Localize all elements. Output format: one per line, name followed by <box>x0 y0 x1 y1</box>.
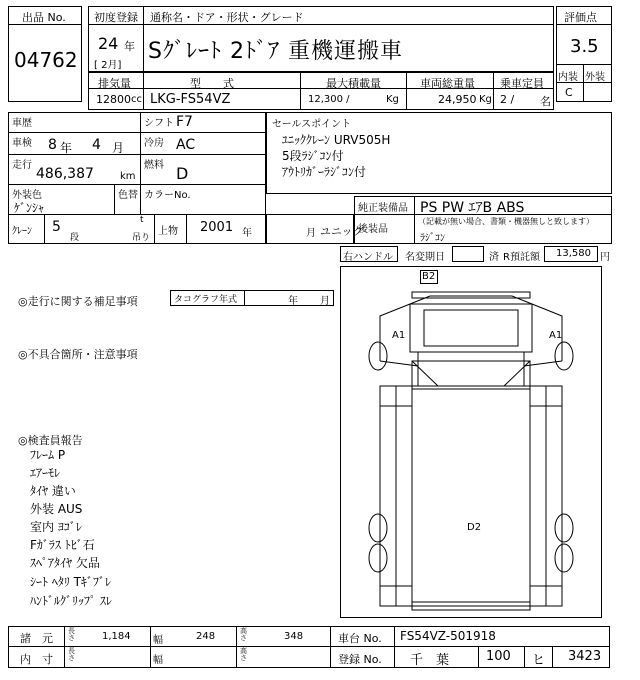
inspector-label: ◎検査員報告 <box>18 434 83 447</box>
tacho-year: 年 <box>288 296 298 307</box>
exterior-label: 外装 <box>585 72 605 83</box>
crane-value: 5 <box>52 219 61 235</box>
width-label: 幅 <box>153 635 163 646</box>
recycle-label: R預託額 <box>503 252 540 263</box>
gvw-unit: Kg <box>479 94 492 105</box>
reg-kana: ヒ <box>532 653 546 668</box>
disp-unit: cc <box>131 94 142 105</box>
grade-label: 評価点 <box>564 11 597 24</box>
reg-class: 100 <box>486 649 511 664</box>
chassis-value: FS54VZ-501918 <box>400 629 496 643</box>
disp-value: 12800 <box>96 93 131 106</box>
len-label: 長さ <box>68 627 75 642</box>
hang-unit-t: t <box>140 215 144 225</box>
crane-label: ｸﾚｰﾝ <box>12 226 32 237</box>
color-change-label: 色替 <box>118 190 138 201</box>
reg-year: 24 <box>98 34 119 53</box>
height-label: 高さ <box>240 627 247 642</box>
inspector-line-7: ｽﾍﾟｱﾀｲﾔ 欠品 <box>30 556 100 570</box>
fuel-value: D <box>176 164 189 183</box>
genuine-label: 純正装備品 <box>358 203 408 214</box>
reg-number: 3423 <box>568 649 602 664</box>
sales-label: セールスポイント <box>272 119 352 130</box>
inspector-line-5: 室内 ﾖｺﾞﾚ <box>30 520 82 534</box>
inspector-line-3: ﾀｲﾔ 違い <box>30 484 76 498</box>
b2-label: B2 <box>422 271 436 282</box>
driving-notes-label: ◎走行に関する補足事項 <box>18 295 138 308</box>
inner-height-label: 高さ <box>240 647 247 662</box>
inspector-line-9: ﾊﾝﾄﾞﾙｸﾞﾘｯﾌﾟ ｽﾚ <box>30 594 112 608</box>
upper-label: 上物 <box>158 226 178 237</box>
height-value: 348 <box>284 631 304 642</box>
ac-label: 冷房 <box>144 138 164 149</box>
gvw-label: 車両総重量 <box>420 77 475 90</box>
defect-label: ◎不具合箇所・注意事項 <box>18 348 138 361</box>
a1-left-label: A1 <box>392 330 406 341</box>
sales-line-1: ﾕﾆｯｸｸﾚｰﾝ URV505H <box>282 133 391 147</box>
name-change-label: 名変期日 <box>405 252 445 263</box>
name-label: 通称名・ドア・形状・グレード <box>150 11 304 24</box>
a1-right-label: A1 <box>549 330 563 341</box>
sales-line-3: ｱｳﾄﾘｶﾞｰﾗｼﾞｺﾝ付 <box>282 165 367 179</box>
upper-month-unit: 月 <box>306 228 316 239</box>
d2-label: D2 <box>467 522 482 533</box>
inspector-line-8: ｼｰﾄ ﾍﾀﾘ Tｷﾞﾌﾞﾚ <box>30 575 111 589</box>
load-unit: Kg <box>386 94 399 105</box>
inspection-month: 4 <box>92 137 101 153</box>
tacho-month: 月 <box>320 296 330 307</box>
shift-value: F7 <box>176 114 193 130</box>
mileage-unit: km <box>120 171 136 182</box>
history-label: 車歴 <box>12 118 32 129</box>
aftermarket-note: （記載が無い場合、書類・機器無しと致します） <box>418 217 594 226</box>
color-no-label: カラーNo. <box>144 190 191 201</box>
chassis-label: 車台 No. <box>338 632 382 645</box>
load-label: 最大積載量 <box>326 77 381 90</box>
inspection-year: 8 <box>48 137 57 153</box>
dims-label: 諸 元 <box>20 632 53 645</box>
truck-diagram <box>340 266 602 618</box>
car-name: Sｸﾞﾚｰﾄ 2ﾄﾞｱ 重機運搬車 <box>148 39 403 64</box>
upper-maker: ユニック <box>320 225 364 238</box>
inner-width-label: 幅 <box>153 655 163 666</box>
hang-unit: 吊り <box>132 233 151 243</box>
aftermarket-label: 後装品 <box>358 224 388 235</box>
capacity-label: 乗車定員 <box>500 77 544 90</box>
inspection-year-unit: 年 <box>60 141 73 155</box>
upper-year-unit: 年 <box>242 228 252 239</box>
inner-label: 内 寸 <box>20 653 53 666</box>
load-value: 12,300 / <box>308 94 350 105</box>
interior-score: C <box>565 86 573 99</box>
tacho-label: タコグラフ年式 <box>174 295 238 305</box>
inspector-line-6: Fｶﾞﾗｽ ﾄﾋﾞ石 <box>30 538 95 552</box>
crane-unit: 段 <box>70 233 80 243</box>
inspector-line-4: 外装 AUS <box>30 502 83 516</box>
reg-year-unit: 年 <box>124 40 135 53</box>
len-value: 1,184 <box>102 631 131 642</box>
lot-label: 出品 No. <box>22 11 66 24</box>
upper-year: 2001 <box>200 220 234 235</box>
inspector-line-1: ﾌﾚｰﾑ P <box>30 448 66 462</box>
capacity-unit: 名 <box>540 95 551 108</box>
inner-len-label: 長さ <box>68 647 75 662</box>
model-label: 型 式 <box>190 77 234 90</box>
inspector-line-2: ｴｱｰﾓﾚ <box>30 466 61 480</box>
reg-month: [ 2月] <box>94 60 122 71</box>
ext-color-value: ｹﾞﾝｼｬ <box>14 201 45 215</box>
name-change-box <box>452 246 484 262</box>
reg-no-label: 登録 No. <box>338 653 382 666</box>
aftermarket-value: ﾗｼﾞｺﾝ <box>420 233 445 244</box>
mileage-label: 走行 <box>12 160 32 171</box>
inspection-label: 車検 <box>12 138 32 149</box>
footer-box <box>8 626 610 668</box>
handle-value: 右ハンドル <box>343 252 393 263</box>
inspection-month-unit: 月 <box>112 141 125 155</box>
sales-line-2: 5段ﾗｼﾞｺﾝ付 <box>282 149 344 163</box>
tax-label: 済 <box>489 252 499 263</box>
interior-label: 内装 <box>558 72 578 83</box>
recycle-unit: 円 <box>600 252 610 263</box>
genuine-value: PS PW ｴｱB ABS <box>420 200 525 216</box>
gvw-value: 24,950 <box>438 93 477 106</box>
disp-label: 排気量 <box>98 77 131 90</box>
grade-value: 3.5 <box>570 36 599 57</box>
shift-label: シフト <box>144 118 174 129</box>
reg-region: 千 葉 <box>410 653 450 668</box>
width-value: 248 <box>196 631 216 642</box>
model-value: LKG-FS54VZ <box>150 92 231 107</box>
reg-label: 初度登録 <box>94 11 138 24</box>
fuel-label: 燃料 <box>144 160 164 171</box>
lot-number: 04762 <box>14 48 78 72</box>
ac-value: AC <box>176 137 196 153</box>
mileage-value: 486,387 <box>36 166 94 182</box>
ext-color-label: 外装色 <box>12 190 42 201</box>
capacity-value: 2 / <box>500 93 515 106</box>
recycle-value: 13,580 <box>556 248 591 259</box>
